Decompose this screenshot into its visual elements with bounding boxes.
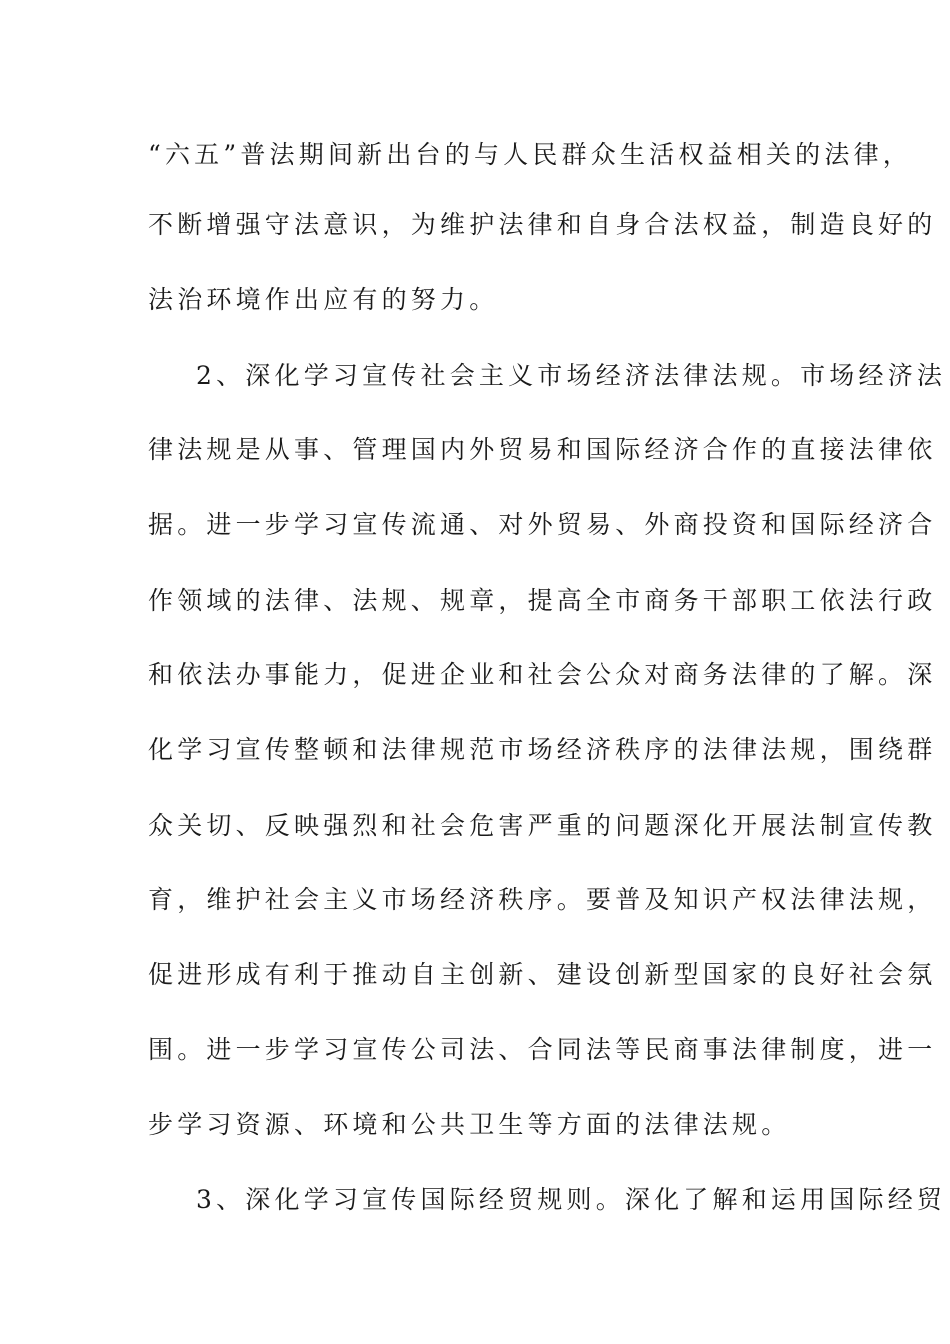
text-line: 不断增强守法意识，为维护法律和自身合法权益，制造良好的 <box>148 210 937 239</box>
text-line: 作领域的法律、法规、规章，提高全市商务干部职工依法行政 <box>148 586 937 615</box>
text-line: 律法规是从事、管理国内外贸易和国际经济合作的直接法律依 <box>148 435 937 464</box>
text-line: 据。进一步学习宣传流通、对外贸易、外商投资和国际经济合 <box>148 510 937 539</box>
text-line: 育，维护社会主义市场经济秩序。要普及知识产权法律法规， <box>148 885 937 914</box>
text-line: 围。进一步学习宣传公司法、合同法等民商事法律制度，进一 <box>148 1035 937 1064</box>
text-line: 步学习资源、环境和公共卫生等方面的法律法规。 <box>148 1110 791 1139</box>
text-line: 法治环境作出应有的努力。 <box>148 285 499 314</box>
text-line: “六五”普法期间新出台的与人民群众生活权益相关的法律， <box>148 140 912 169</box>
text-line: 和依法办事能力，促进企业和社会公众对商务法律的了解。深 <box>148 660 937 689</box>
text-line: 化学习宣传整顿和法律规范市场经济秩序的法律法规，围绕群 <box>148 735 937 764</box>
text-line: 众关切、反映强烈和社会危害严重的问题深化开展法制宣传教 <box>148 811 937 840</box>
paragraph-3-start: 3、深化学习宣传国际经贸规则。深化了解和运用国际经贸 <box>196 1185 947 1214</box>
text-line: 促进形成有利于推动自主创新、建设创新型国家的良好社会氛 <box>148 960 937 989</box>
paragraph-2-start: 2、深化学习宣传社会主义市场经济法律法规。市场经济法 <box>196 361 947 390</box>
